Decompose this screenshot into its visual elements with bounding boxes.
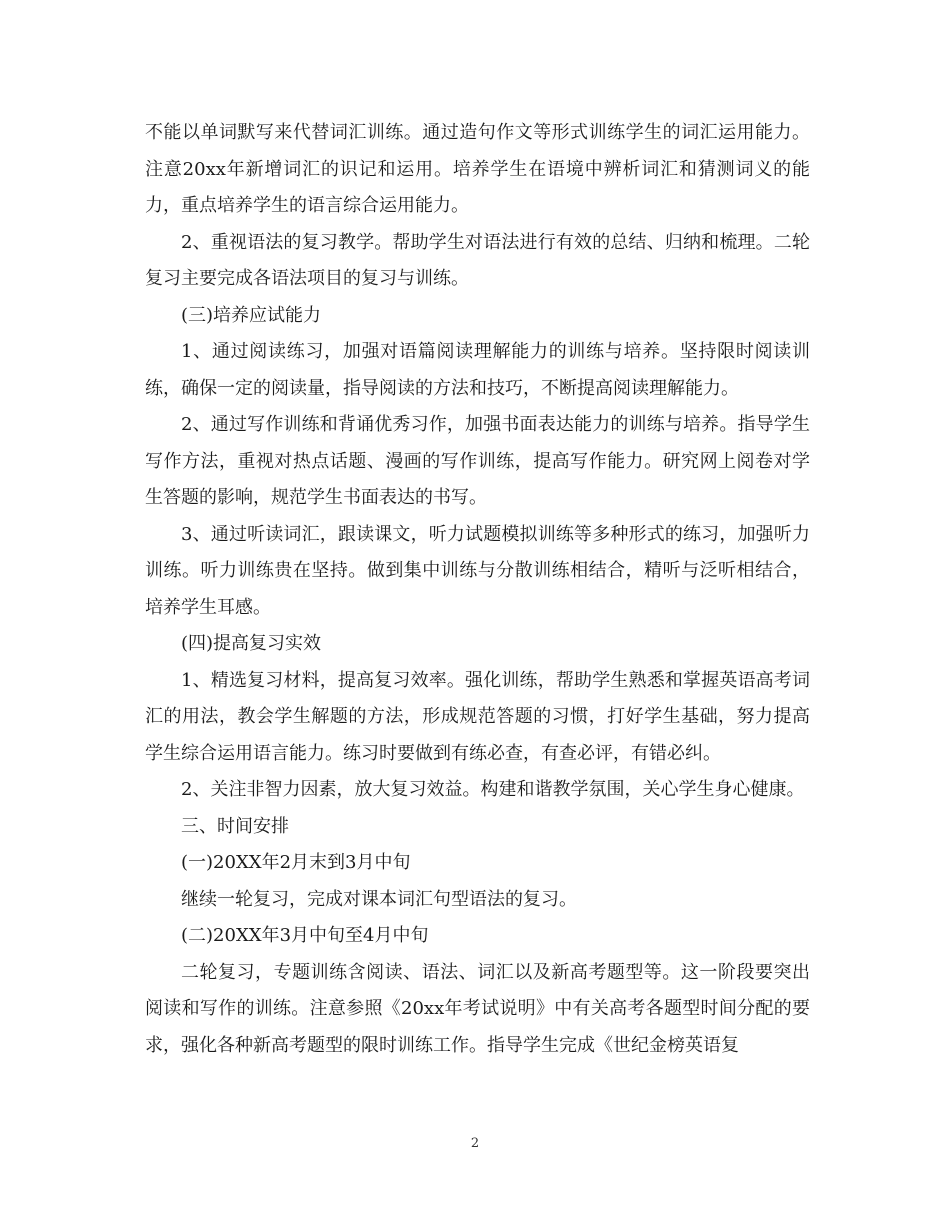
heading-phase-one: (一)20XX年2月末到3月中旬: [181, 852, 411, 873]
paragraph-writing-practice: 2、通过写作训练和背诵优秀习作，加强书面表达能力的训练与培养。指导学生写作方法，重视对热点话题、漫画的写作训练，提高写作能力。研究网上阅卷对学生答题的影响，规范学生书面表达的书写。: [145, 414, 810, 508]
heading-review-effectiveness: (四)提高复习实效: [181, 633, 322, 654]
paragraph-non-intellectual-factors: 2、关注非智力因素，放大复习效益。构建和谐教学氛围，关心学生身心健康。: [181, 779, 805, 800]
paragraph-vocabulary-training: 不能以单词默写来代替词汇训练。通过造句作文等形式训练学生的词汇运用能力。注意20xx年新增词汇的识记和运用。培养学生在语境中辨析词汇和猜测词义的能力，重点培养学生的语言综合运用能力。: [145, 122, 810, 216]
paragraph-phase-one: 继续一轮复习，完成对课本词汇句型语法的复习。: [181, 888, 577, 910]
page-number: 2: [470, 1136, 480, 1151]
heading-exam-ability: (三)培养应试能力: [181, 304, 322, 326]
paragraph-grammar-review: 2、重视语法的复习教学。帮助学生对语法进行有效的总结、归纳和梳理。二轮复习主要完成各语法项目的复习与训练。: [145, 231, 810, 289]
document-body: [145, 115, 810, 1064]
paragraph-review-materials: 1、精选复习材料，提高复习效率。强化训练，帮助学生熟悉和掌握英语高考词汇的用法，教会学生解题的方法，形成规范答题的习惯，打好学生基础，努力提高学生综合运用语言能力。练习时要做到有练必查，有查必评，有错必纠。: [145, 669, 810, 764]
heading-phase-two: (二)20XX年3月中旬至4月中旬: [181, 925, 429, 946]
heading-schedule: 三、时间安排: [181, 815, 289, 837]
paragraph-listening-practice: 3、通过听读词汇，跟读课文，听力试题模拟训练等多种形式的练习，加强听力训练。听力训练贵在坚持。做到集中训练与分散训练相结合，精听与泛听相结合，培养学生耳感。: [145, 523, 810, 618]
paragraph-phase-two: 二轮复习，专题训练含阅读、语法、词汇以及新高考题型等。这一阶段要突出阅读和写作的训练。注意参照《20xx年考试说明》中有关高考各题型时间分配的要求，强化各种新高考题型的限时训练工作。指导学生完成《世纪金榜英语复: [145, 961, 810, 1056]
paragraph-reading-practice: 1、通过阅读练习，加强对语篇阅读理解能力的训练与培养。坚持限时阅读训练，确保一定的阅读量，指导阅读的方法和技巧，不断提高阅读理解能力。: [145, 341, 810, 399]
